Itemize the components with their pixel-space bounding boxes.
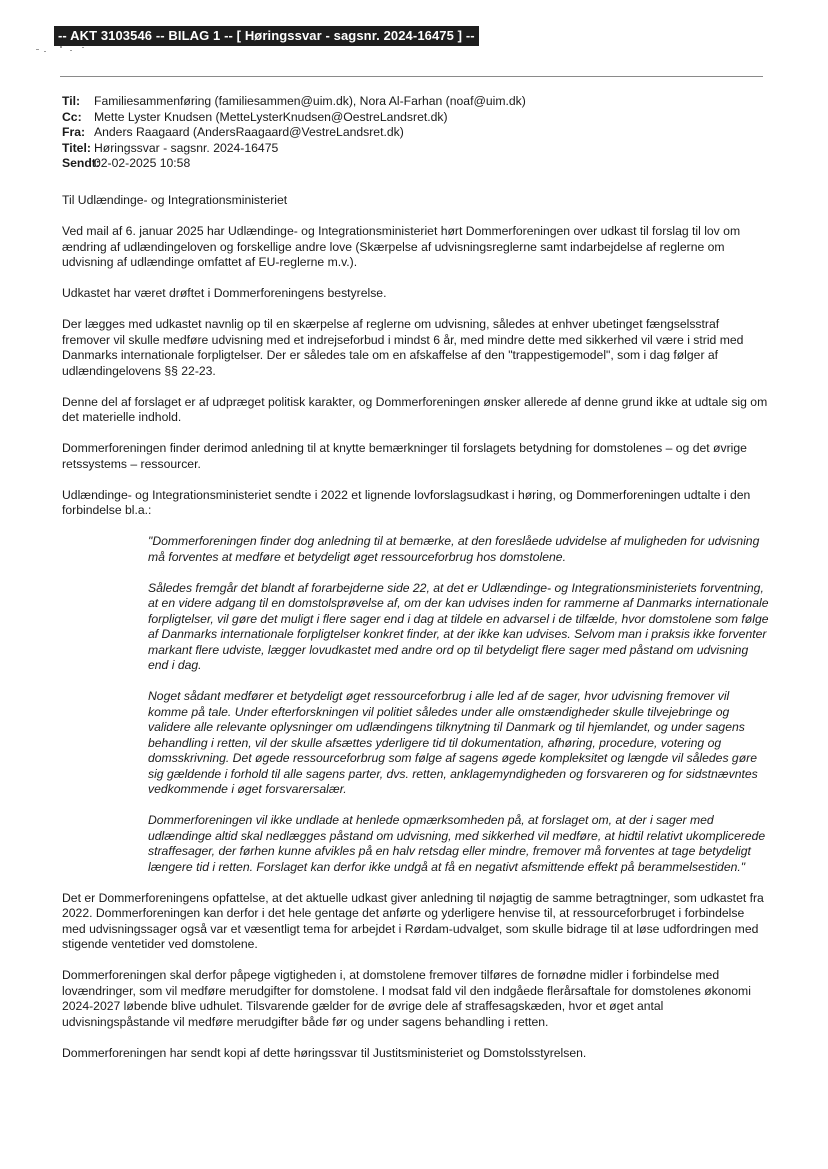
paragraph: Ved mail af 6. januar 2025 har Udlændinge- og Integrationsministeriet hørt Dommerforeningen over udkast til forslag til lov om ændring af udlændingeloven og forskellige andre love (Skærpelse af udvisningsreglerne samt indarbejdelse af reglerne om udvisning af udlændinge omfattet af EU-reglerne m.v.). <box>62 224 741 269</box>
document-banner: -- AKT 3103546 -- BILAG 1 -- [ Høringssvar - sagsnr. 2024-16475 ] -- <box>54 26 479 46</box>
to-label: Til: <box>62 94 81 108</box>
from-label: Fra: <box>62 125 86 139</box>
scan-speck <box>82 47 84 48</box>
title-value: Høringssvar - sagsnr. 2024-16475 <box>94 140 279 155</box>
cc-label: Cc: <box>62 109 82 124</box>
sent-value: 02-02-2025 10:58 <box>94 156 191 170</box>
quote-paragraph: Således fremgår det blandt af forarbejderne side 22, at det er Udlændinge- og Integrationsministeriets forventning, at en videre adgang til en domstolsprøvelse af, om der kan udvises inden for rammerne af Danmarks internationale forpligtelser, vil gøre det muligt i flere sager end i dag at tildele en advarsel i de tilfælde, hvor domstolene som følge af Danmarks internationale forpligtelser konkret finder, at der ikke kan udvises. Selvom man i praksis ikke forventer markant flere udviste, lægger lovudkastet med andre ord op til betydeligt flere sager med påstand om udvisning end i dag. <box>148 580 769 672</box>
paragraph: Udlændinge- og Integrationsministeriet sendte i 2022 et lignende lovforslagsudkast i høring, og Dommerforeningen udtalte i den forbindelse bl.a.: <box>62 487 751 517</box>
block-quote <box>148 534 770 875</box>
scan-speck <box>36 49 39 50</box>
scan-speck <box>44 51 46 52</box>
scan-speck <box>60 46 62 48</box>
header-row-cc <box>62 110 526 126</box>
from-value: Anders Raagaard (AndersRaagaard@VestreLandsret.dk) <box>94 125 404 139</box>
header-row-sent <box>62 156 526 172</box>
title-label: Titel: <box>62 140 91 155</box>
cc-value: Mette Lyster Knudsen (MetteLysterKnudsen@OestreLandsret.dk) <box>94 109 448 124</box>
letter-body <box>62 193 768 1077</box>
email-header <box>62 94 526 172</box>
paragraph: Dommerforeningen skal derfor påpege vigtigheden i, at domstolene fremover tilføres de fornødne midler i forbindelse med lovændringer, som vil medføre merudgifter for domstolene. I modsat fald vil den indgåede flerårsaftale for domstolenes økonomi 2024-2027 løbende blive udhulet. Tilsvarende gælder for de øvrige dele af straffesagskæden, hvor et øget antal udvisningspåstande vil medføre merudgifter både før og under sagens behandling i retten. <box>62 968 751 1029</box>
paragraph: Udkastet har været drøftet i Dommerforeningens bestyrelse. <box>62 286 387 300</box>
quote-paragraph: "Dommerforeningen finder dog anledning til at bemærke, at den foreslåede udvidelse af muligheden for udvisning må forventes at medføre et betydeligt øget ressourceforbrug hos domstolene. <box>148 534 760 564</box>
closing-paragraph: Dommerforeningen har sendt kopi af dette høringssvar til Justitsministeriet og Domstolsstyrelsen. <box>62 1045 587 1060</box>
paragraph: Dommerforeningen finder derimod anledning til at knytte bemærkninger til forslagets betydning for domstolenes – og det øvrige retssystems – ressourcer. <box>62 441 747 471</box>
paragraph: Der lægges med udkastet navnlig op til en skærpelse af reglerne om udvisning, således at enhver ubetinget fængselsstraf fremover vil skulle medføre udvisning med et indrejseforbud i mindst 6 år, med mindre dette med sikkerhed vil være i strid med Danmarks internationale forpligtelser. Der er således tale om en afskaffelse af den "trappestigemodel", som i dag følger af udlændingelovens §§ 22-23. <box>62 317 744 378</box>
to-value: Familiesammenføring (familiesammen@uim.dk), Nora Al-Farhan (noaf@uim.dk) <box>94 94 526 108</box>
salutation: Til Udlændinge- og Integrationsministeriet <box>62 193 288 207</box>
scan-speck <box>70 50 72 51</box>
header-row-to <box>62 94 526 110</box>
paragraph: Det er Dommerforeningens opfattelse, at det aktuelle udkast giver anledning til nøjagtig de samme betragtninger, som udkastet fra 2022. Dommerforeningen kan derfor i det hele gentage det anførte og yderligere henvise til, at ressourceforbruget i forbindelse med udvisningssager også var et væsentligt tema for arbejdet i Rørdam-udvalget, som skulle bidrage til at løse udfordringen med stigende ventetider ved domstolene. <box>62 890 764 951</box>
header-divider <box>60 76 763 77</box>
header-row-title <box>62 141 526 157</box>
sent-label: Sendt: <box>62 156 100 170</box>
quote-paragraph: Dommerforeningen vil ikke undlade at henlede opmærksomheden på, at forslaget om, at der i sager med udlændinge altid skal nedlægges påstand om udvisning, med sikkerhed vil medføre, at hidtil relativt ukomplicerede straffesager, der førhen kunne afvikles på en halv retsdag eller mindre, fremover må forventes at tage betydeligt længere tid i retten. Forslaget kan derfor ikke undgå at få en negativt afsmittende effekt på berammelsestiden." <box>148 813 766 874</box>
paragraph: Denne del af forslaget er af udpræget politisk karakter, og Dommerforeningen ønsker allerede af denne grund ikke at udtale sig om det materielle indhold. <box>62 394 768 424</box>
quote-paragraph: Noget sådant medfører et betydeligt øget ressourceforbrug i alle led af de sager, hvor udvisning fremover vil komme på tale. Under efterforskningen vil politiet således under alle omstændigheder skulle tilvejebringe og validere alle relevante oplysninger om udlændingens tilknytning til Danmark og til hjemlandet, og under sagens behandling i retten, vil der skulle afsættes yderligere tid til dokumentation, afhøring, procedure, votering og domsskrivning. Det øgede ressourceforbrug som følge af sagens øgede kompleksitet og længde vil således gøre sig gældende i forhold til alle sagens parter, dvs. retten, anklagemyndigheden og forsvareren og for sidstnævntes vedkommende i øget forsvarersalær. <box>148 689 758 796</box>
header-row-from <box>62 125 526 141</box>
